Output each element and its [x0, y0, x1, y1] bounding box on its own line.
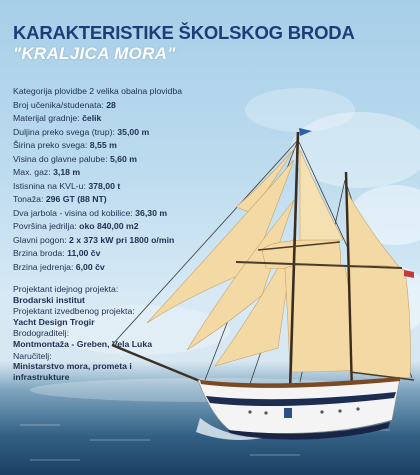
- spec-label: Materijal gradnje:: [13, 113, 83, 123]
- spec-label: Visina do glavne palube:: [13, 153, 110, 164]
- hull-emblem: [284, 408, 292, 418]
- spec-value: 8,55 m: [89, 140, 117, 150]
- main-sail: [350, 265, 410, 378]
- spec-value: 296 GT (88 NT): [45, 194, 107, 204]
- spec-label: Broj učenika/studenata:: [13, 99, 107, 110]
- main-gaff-topsail: [347, 192, 400, 268]
- porthole: [320, 410, 323, 413]
- mast-flag: [299, 128, 312, 136]
- spec-value: 5,60 m: [109, 153, 137, 164]
- spec-value: oko 840,00 m2: [79, 221, 139, 231]
- spec-label: Širina preko svega:: [13, 140, 90, 150]
- spec-label: Duljina preko svega (trup):: [13, 126, 118, 137]
- spec-value: 36,30 m: [135, 207, 168, 218]
- spec-value: 28: [106, 99, 116, 110]
- spec-value: 2 x 373 kW pri 1800 o/min: [69, 234, 175, 245]
- spec-label: Dva jarbola - visina od kobilice:: [13, 207, 136, 218]
- ship-name-subtitle: "KRALJICA MORA": [13, 44, 176, 63]
- porthole: [264, 411, 267, 414]
- spec-value: 6,00 čv: [75, 261, 105, 272]
- spec-label: Površina jedrilja:: [13, 221, 80, 231]
- credit-value: Montmontaža - Greben, Vela Luka: [13, 338, 153, 349]
- spec-label: Glavni pogon:: [13, 234, 70, 245]
- credit-label: Brodograditelj:: [13, 328, 70, 339]
- porthole: [248, 410, 251, 413]
- credit-label: Projektant izvedbenog projekta:: [13, 306, 135, 317]
- credit-label: Naručitelj:: [13, 350, 52, 361]
- spec-value: 11,00 čv: [67, 248, 101, 258]
- aft-staysail: [300, 150, 343, 240]
- spec-label: Max. gaz:: [13, 167, 54, 177]
- spec-value: čelik: [82, 113, 102, 123]
- credit-value: Yacht Design Trogir: [13, 316, 95, 327]
- page-title: KARAKTERISTIKE ŠKOLSKOG BRODA: [13, 22, 355, 43]
- bowsprit: [112, 345, 212, 386]
- spec-value: 35,00 m: [117, 126, 150, 137]
- spec-value: 378,00 t: [88, 180, 121, 191]
- spec-label: Kategorija plovidbe 2 velika obalna plovidba: [13, 86, 183, 96]
- credit-value: Ministarstvo mora, prometa i infrastrukture: [13, 361, 132, 382]
- spec-value: 3,18 m: [53, 167, 81, 177]
- porthole: [356, 407, 359, 410]
- ship-hull: [198, 377, 400, 440]
- spec-label: Brzina broda:: [13, 248, 68, 258]
- credit-label: Projektant idejnog projekta:: [13, 284, 119, 294]
- credit-value: Brodarski institut: [13, 294, 85, 305]
- porthole: [338, 409, 341, 412]
- spec-label: Brzina jedrenja:: [13, 261, 76, 272]
- spec-label: Tonaža:: [13, 194, 46, 204]
- spec-label: Istisnina na KVL-u:: [13, 180, 89, 191]
